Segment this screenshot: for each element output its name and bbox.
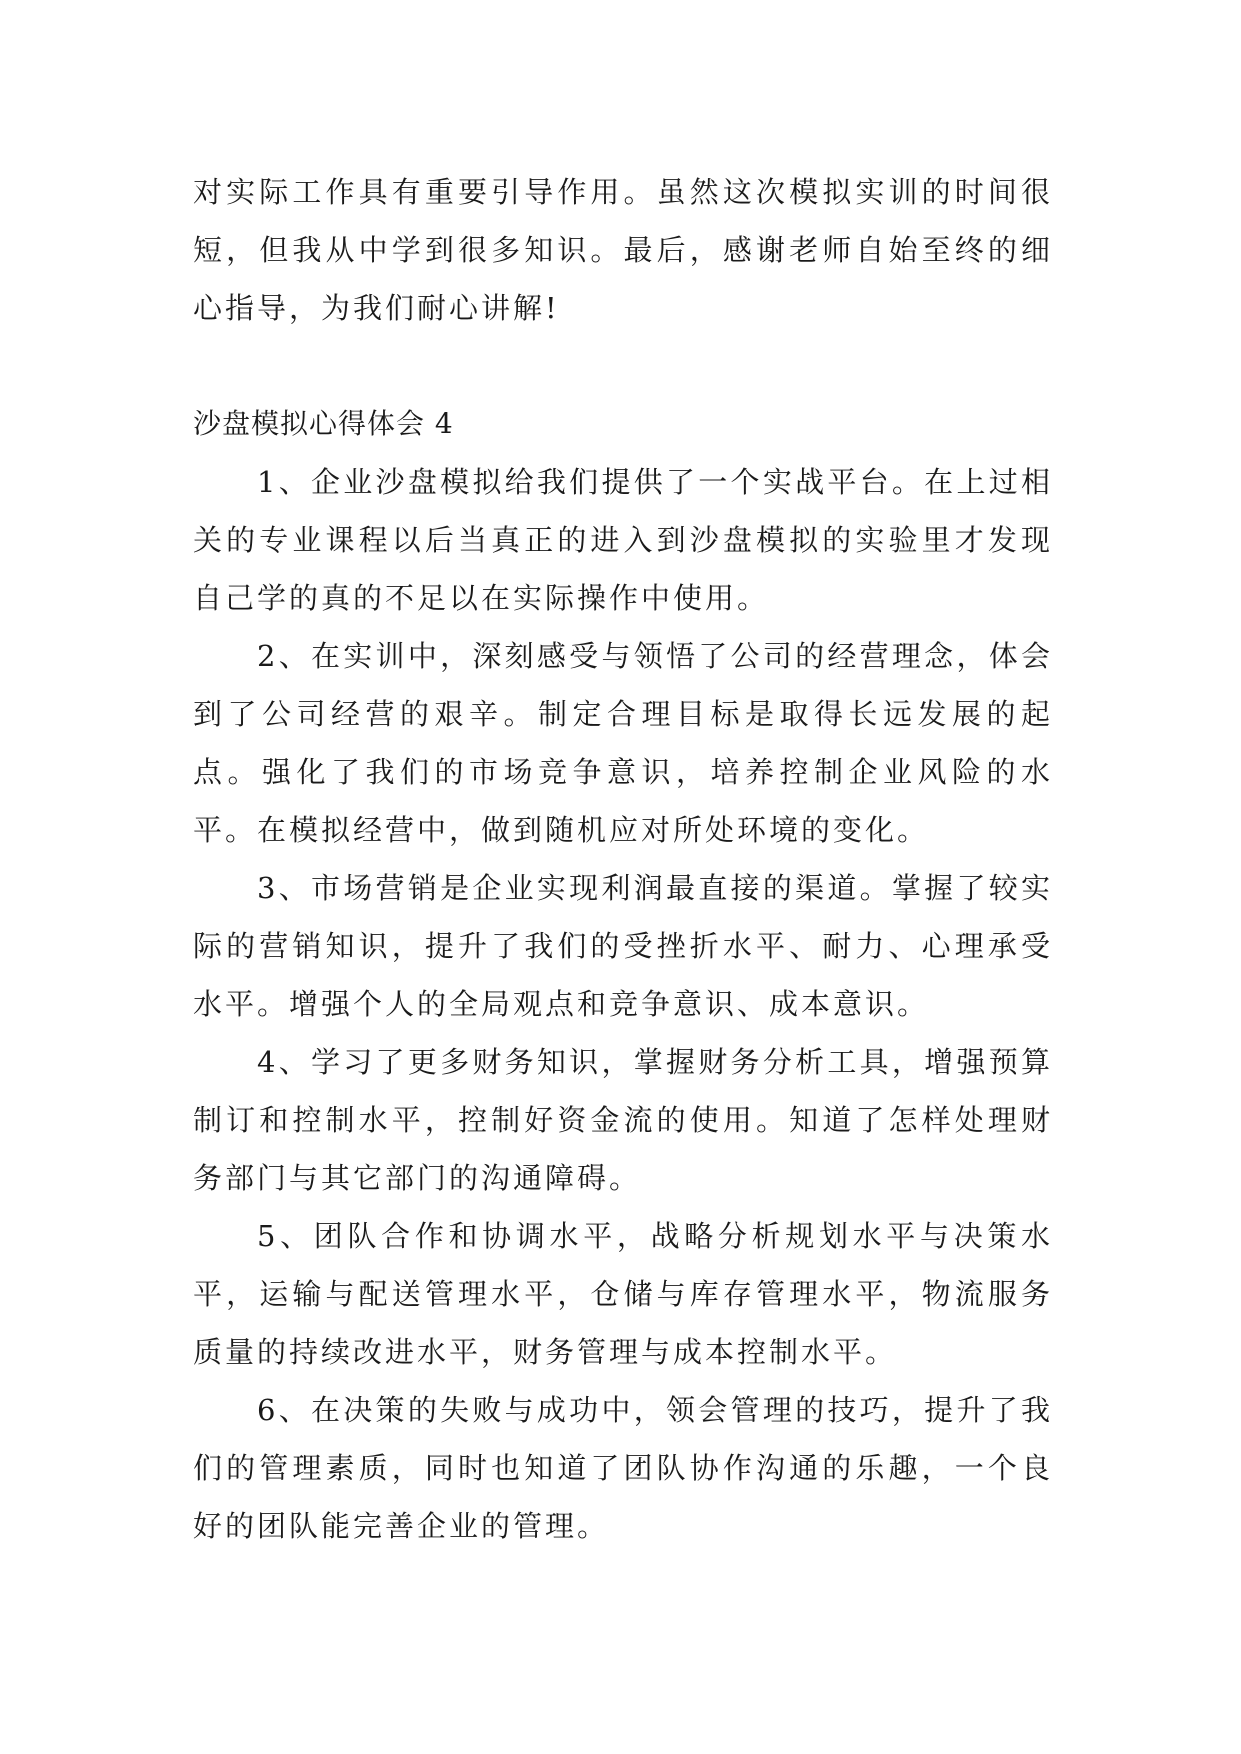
intro-paragraph: 对实际工作具有重要引导作用。虽然这次模拟实训的时间很短，但我从中学到很多知识。最后，感谢老师自始至终的细心指导，为我们耐心讲解!	[193, 175, 1053, 325]
item-paragraph-3: 3、市场营销是企业实现利润最直接的渠道。掌握了较实际的营销知识，提升了我们的受挫折水平、耐力、心理承受水平。增强个人的全局观点和竞争意识、成本意识。	[193, 871, 1053, 1021]
section-title: 沙盘模拟心得体会 4	[193, 407, 454, 440]
item-paragraph-6: 6、在决策的失败与成功中，领会管理的技巧，提升了我们的管理素质，同时也知道了团队协作沟通的乐趣，一个良好的团队能完善企业的管理。	[193, 1393, 1053, 1543]
item-paragraph-5: 5、团队合作和协调水平，战略分析规划水平与决策水平，运输与配送管理水平，仓储与库存管理水平，物流服务质量的持续改进水平，财务管理与成本控制水平。	[193, 1219, 1053, 1369]
item-paragraph-2: 2、在实训中，深刻感受与领悟了公司的经营理念，体会到了公司经营的艰辛。制定合理目标是取得长远发展的起点。强化了我们的市场竞争意识，培养控制企业风险的水平。在模拟经营中，做到随机应对所处环境的变化。	[193, 639, 1053, 847]
item-paragraph-4: 4、学习了更多财务知识，掌握财务分析工具，增强预算制订和控制水平，控制好资金流的使用。知道了怎样处理财务部门与其它部门的沟通障碍。	[193, 1045, 1053, 1195]
document-body	[193, 163, 1053, 1555]
item-paragraph-1: 1、企业沙盘模拟给我们提供了一个实战平台。在上过相关的专业课程以后当真正的进入到沙盘模拟的实验里才发现自己学的真的不足以在实际操作中使用。	[193, 465, 1053, 615]
